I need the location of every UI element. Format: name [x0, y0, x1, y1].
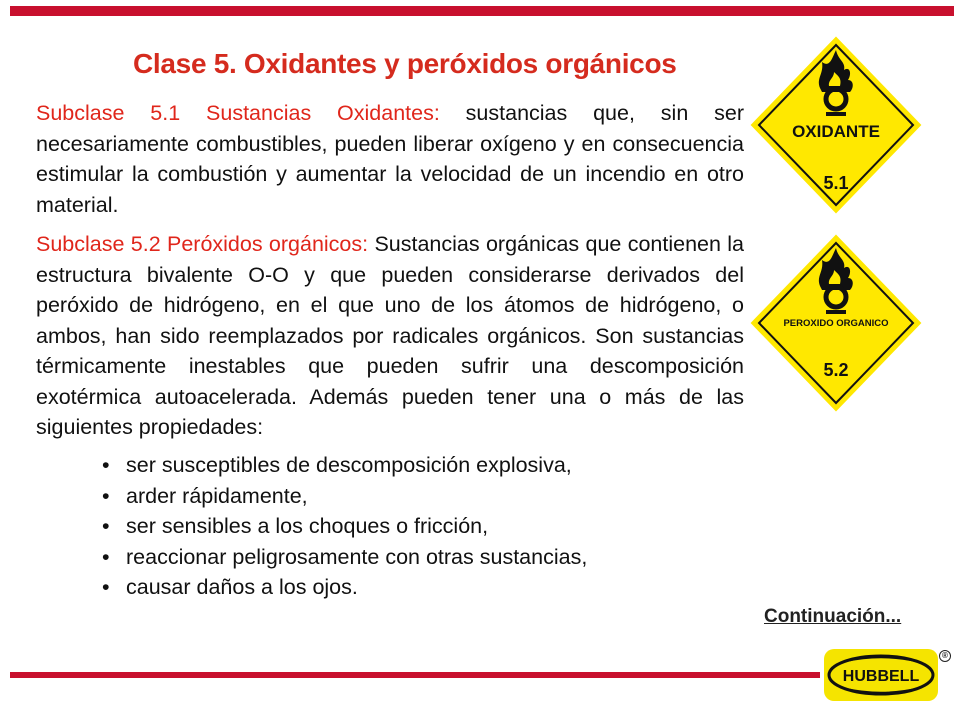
oxidizer-placard	[750, 36, 922, 214]
list-item: • arder rápidamente,	[102, 481, 587, 512]
top-rule	[10, 6, 954, 16]
subclass-5-1-text: sustancias que, sin ser necesariamente combustibles, pueden liberar oxígeno y en consecuencia estimular la combustión y aumentar la velocidad de un incendio en otro material.	[36, 101, 744, 217]
subclass-5-2-paragraph	[36, 229, 744, 443]
page-title: Clase 5. Oxidantes y peróxidos orgánicos	[133, 48, 677, 79]
placard-number: 5.2	[823, 360, 849, 380]
list-item: • ser susceptibles de descomposición explosiva,	[102, 450, 587, 481]
bottom-rule	[10, 672, 820, 678]
placard-label: OXIDANTE	[792, 122, 880, 141]
subclass-5-2-heading: Subclase 5.2 Peróxidos orgánicos:	[36, 232, 369, 256]
registered-mark: ®	[939, 650, 951, 662]
properties-list	[102, 450, 587, 603]
subclass-5-1-heading: Subclase 5.1 Sustancias Oxidantes:	[36, 101, 440, 125]
placard-number: 5.1	[823, 173, 849, 193]
hubbell-logo	[824, 649, 938, 701]
organic-peroxide-placard	[750, 234, 922, 412]
logo-text: HUBBELL	[842, 668, 920, 685]
subclass-5-1-paragraph	[36, 98, 744, 220]
list-item: • causar daños a los ojos.	[102, 572, 587, 603]
placard-label: PEROXIDO ORGANICO	[783, 318, 889, 329]
continue-link[interactable]: Continuación...	[764, 606, 902, 627]
list-item: • reaccionar peligrosamente con otras sustancias,	[102, 542, 587, 573]
list-item: • ser sensibles a los choques o fricción,	[102, 511, 587, 542]
subclass-5-2-text: Sustancias orgánicas que contienen la estructura bivalente O-O y que pueden considerarse derivados del peróxido de hidrógeno, en el que uno de los átomos de hidrógeno, o ambos, han sido reemplazados por radicales orgánicos. Son sustancias térmicamente inestables que pueden sufrir una descomposición exotérmica autoacelerada. Además pueden tener una o más de las siguientes propiedades:	[36, 232, 745, 439]
